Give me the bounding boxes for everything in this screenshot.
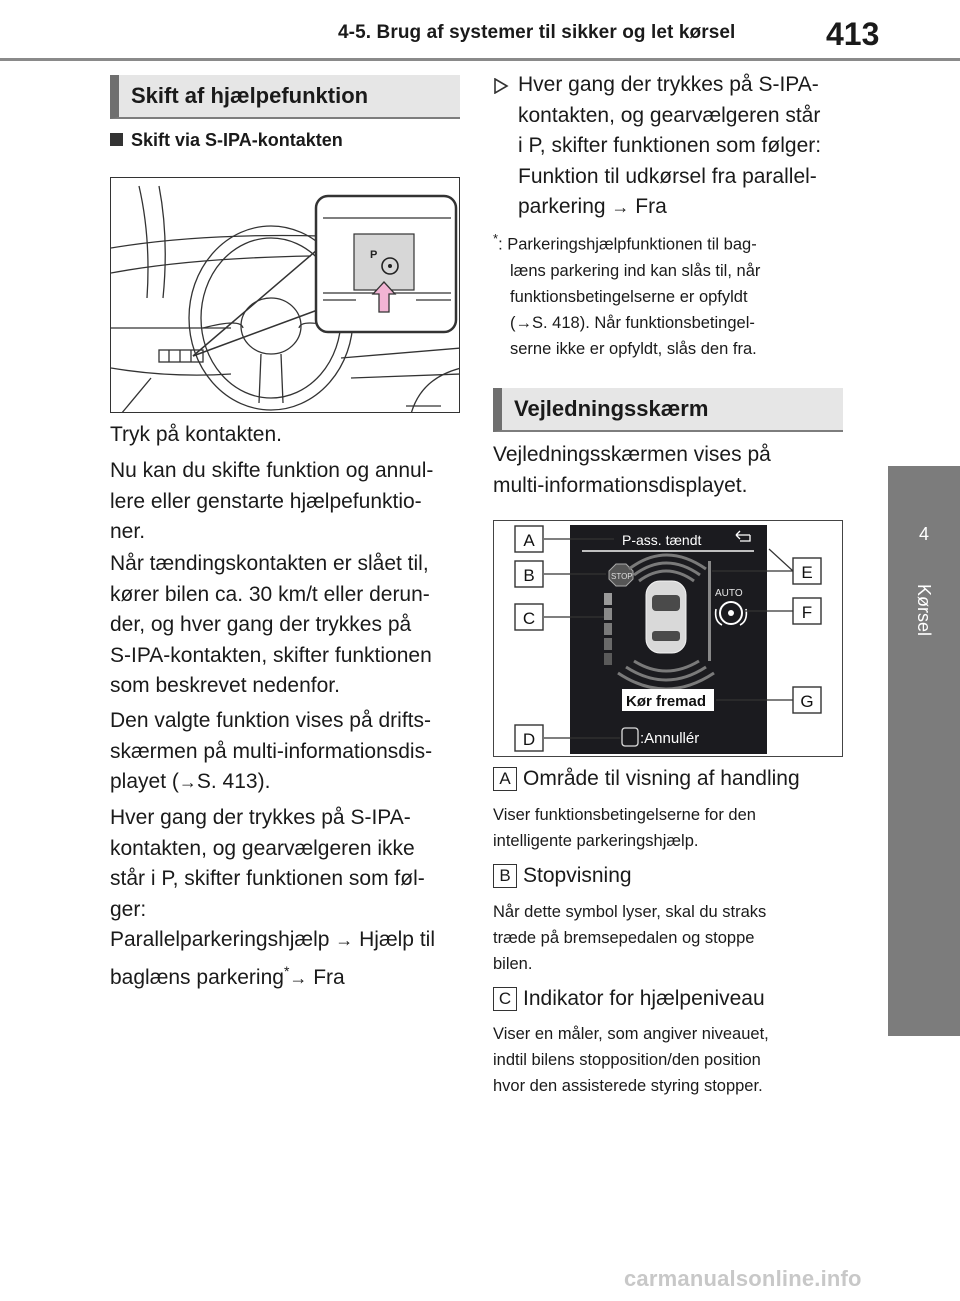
dashboard-illustration — [110, 177, 460, 413]
arrow-icon: → — [515, 313, 532, 332]
para-press-switch: Tryk på kontakten. — [110, 423, 282, 446]
legend-title-b: B Stopvisning — [493, 864, 632, 888]
watermark: carmanualsonline.info — [624, 1266, 862, 1291]
section-header-right — [493, 388, 843, 432]
auto-label: AUTO — [715, 588, 743, 599]
callout-g: G — [800, 692, 814, 711]
triangle-bullet-icon — [493, 78, 509, 94]
dashboard-drawing — [111, 178, 460, 413]
para-switch-function: Nu kan du skifte funktion og annul- lere eller genstarte hjælpefunktio- ner. — [110, 459, 434, 543]
legend-desc-a: Viser funktionsbetingelserne for den intelligente parkeringshjælp. — [493, 806, 756, 850]
arrow-icon: → — [178, 772, 197, 792]
svg-text:STOP: STOP — [611, 572, 633, 581]
callout-c: C — [522, 609, 536, 628]
legend-title-c: C Indikator for hjælpeniveau — [493, 987, 765, 1011]
header-rule — [0, 58, 960, 61]
chapter-number: 4 — [918, 524, 929, 544]
callout-d: D — [522, 730, 536, 749]
arrow-icon: → — [335, 930, 354, 950]
para-not-in-p: Hver gang der trykkes på S-IPA- kontakten, og gearvælgeren ikke står i P, skifter funktionen som føl- ger: Parallelparkeringshjælp → Hjælp til baglæns parkering*→ Fra — [110, 806, 435, 989]
chapter-name: Kørsel — [914, 584, 934, 637]
guidance-screen-figure — [493, 520, 843, 757]
callout-b: B — [523, 566, 535, 585]
section-title: Skift af hjælpefunktion — [131, 83, 369, 108]
legend-desc-b: Når dette symbol lyser, skal du straks træde på bremsepedalen og stoppe bilen. — [493, 903, 767, 973]
section-header-left — [110, 75, 460, 119]
screen-title: P-ass. tændt — [622, 532, 702, 548]
switch-p-label: P — [370, 249, 378, 261]
cancel-text: :Annullér — [640, 730, 700, 747]
chapter-side-tab — [888, 466, 960, 1036]
para-selected-function: Den valgte funktion vises på drifts- skærmen på multi-informationsdis- playet (→S. 413). — [110, 709, 433, 793]
square-bullet-icon — [110, 133, 123, 146]
section-title: Vejledningsskærm — [514, 396, 709, 421]
para-ignition-condition: Når tændingskontakten er slået til, kører bilen ca. 30 km/t eller derun- der, og hver gang der trykkes på S-IPA-kontakten, skifter funktionen som beskrevet nedenfor. — [110, 552, 432, 697]
subsection-title: Skift via S-IPA-kontakten — [110, 130, 343, 151]
guidance-screen-drawing — [494, 521, 843, 757]
arrow-icon: → — [611, 197, 630, 217]
action-text: Kør fremad — [626, 693, 707, 710]
callout-f: F — [801, 603, 813, 622]
legend-desc-c: Viser en måler, som angiver niveauet, indtil bilens stopposition/den position hvor den assisterede styring stopper. — [493, 1025, 769, 1095]
callout-a: A — [523, 531, 535, 550]
assist-level-indicator — [604, 593, 612, 665]
legend-title-a: A Område til visning af handling — [493, 767, 800, 791]
car-icon — [646, 581, 686, 653]
bullet-in-p: Hver gang der trykkes på S-IPA- kontakten, og gearvælgeren står i P, skifter funktionen som følger: Funktion til udkørsel fra parallel- parkering → Fra — [493, 70, 821, 223]
chapter-title: 4-5. Brug af systemer til sikker og let kørsel — [338, 22, 736, 43]
para-guidance-intro: Vejledningsskærmen vises på multi-informationsdisplayet. — [493, 443, 771, 497]
page-number: 413 — [826, 16, 880, 52]
footnote: *: Parkeringshjælpfunktionen til bag- læns parkering ind kan slås til, når funktionsbetingelserne er opfyldt (→S. 418). Når funktionsbetingel- serne ikke er opfyldt, slås den fra. — [493, 231, 761, 358]
callout-e: E — [801, 563, 813, 582]
arrow-icon: → — [289, 967, 308, 988]
